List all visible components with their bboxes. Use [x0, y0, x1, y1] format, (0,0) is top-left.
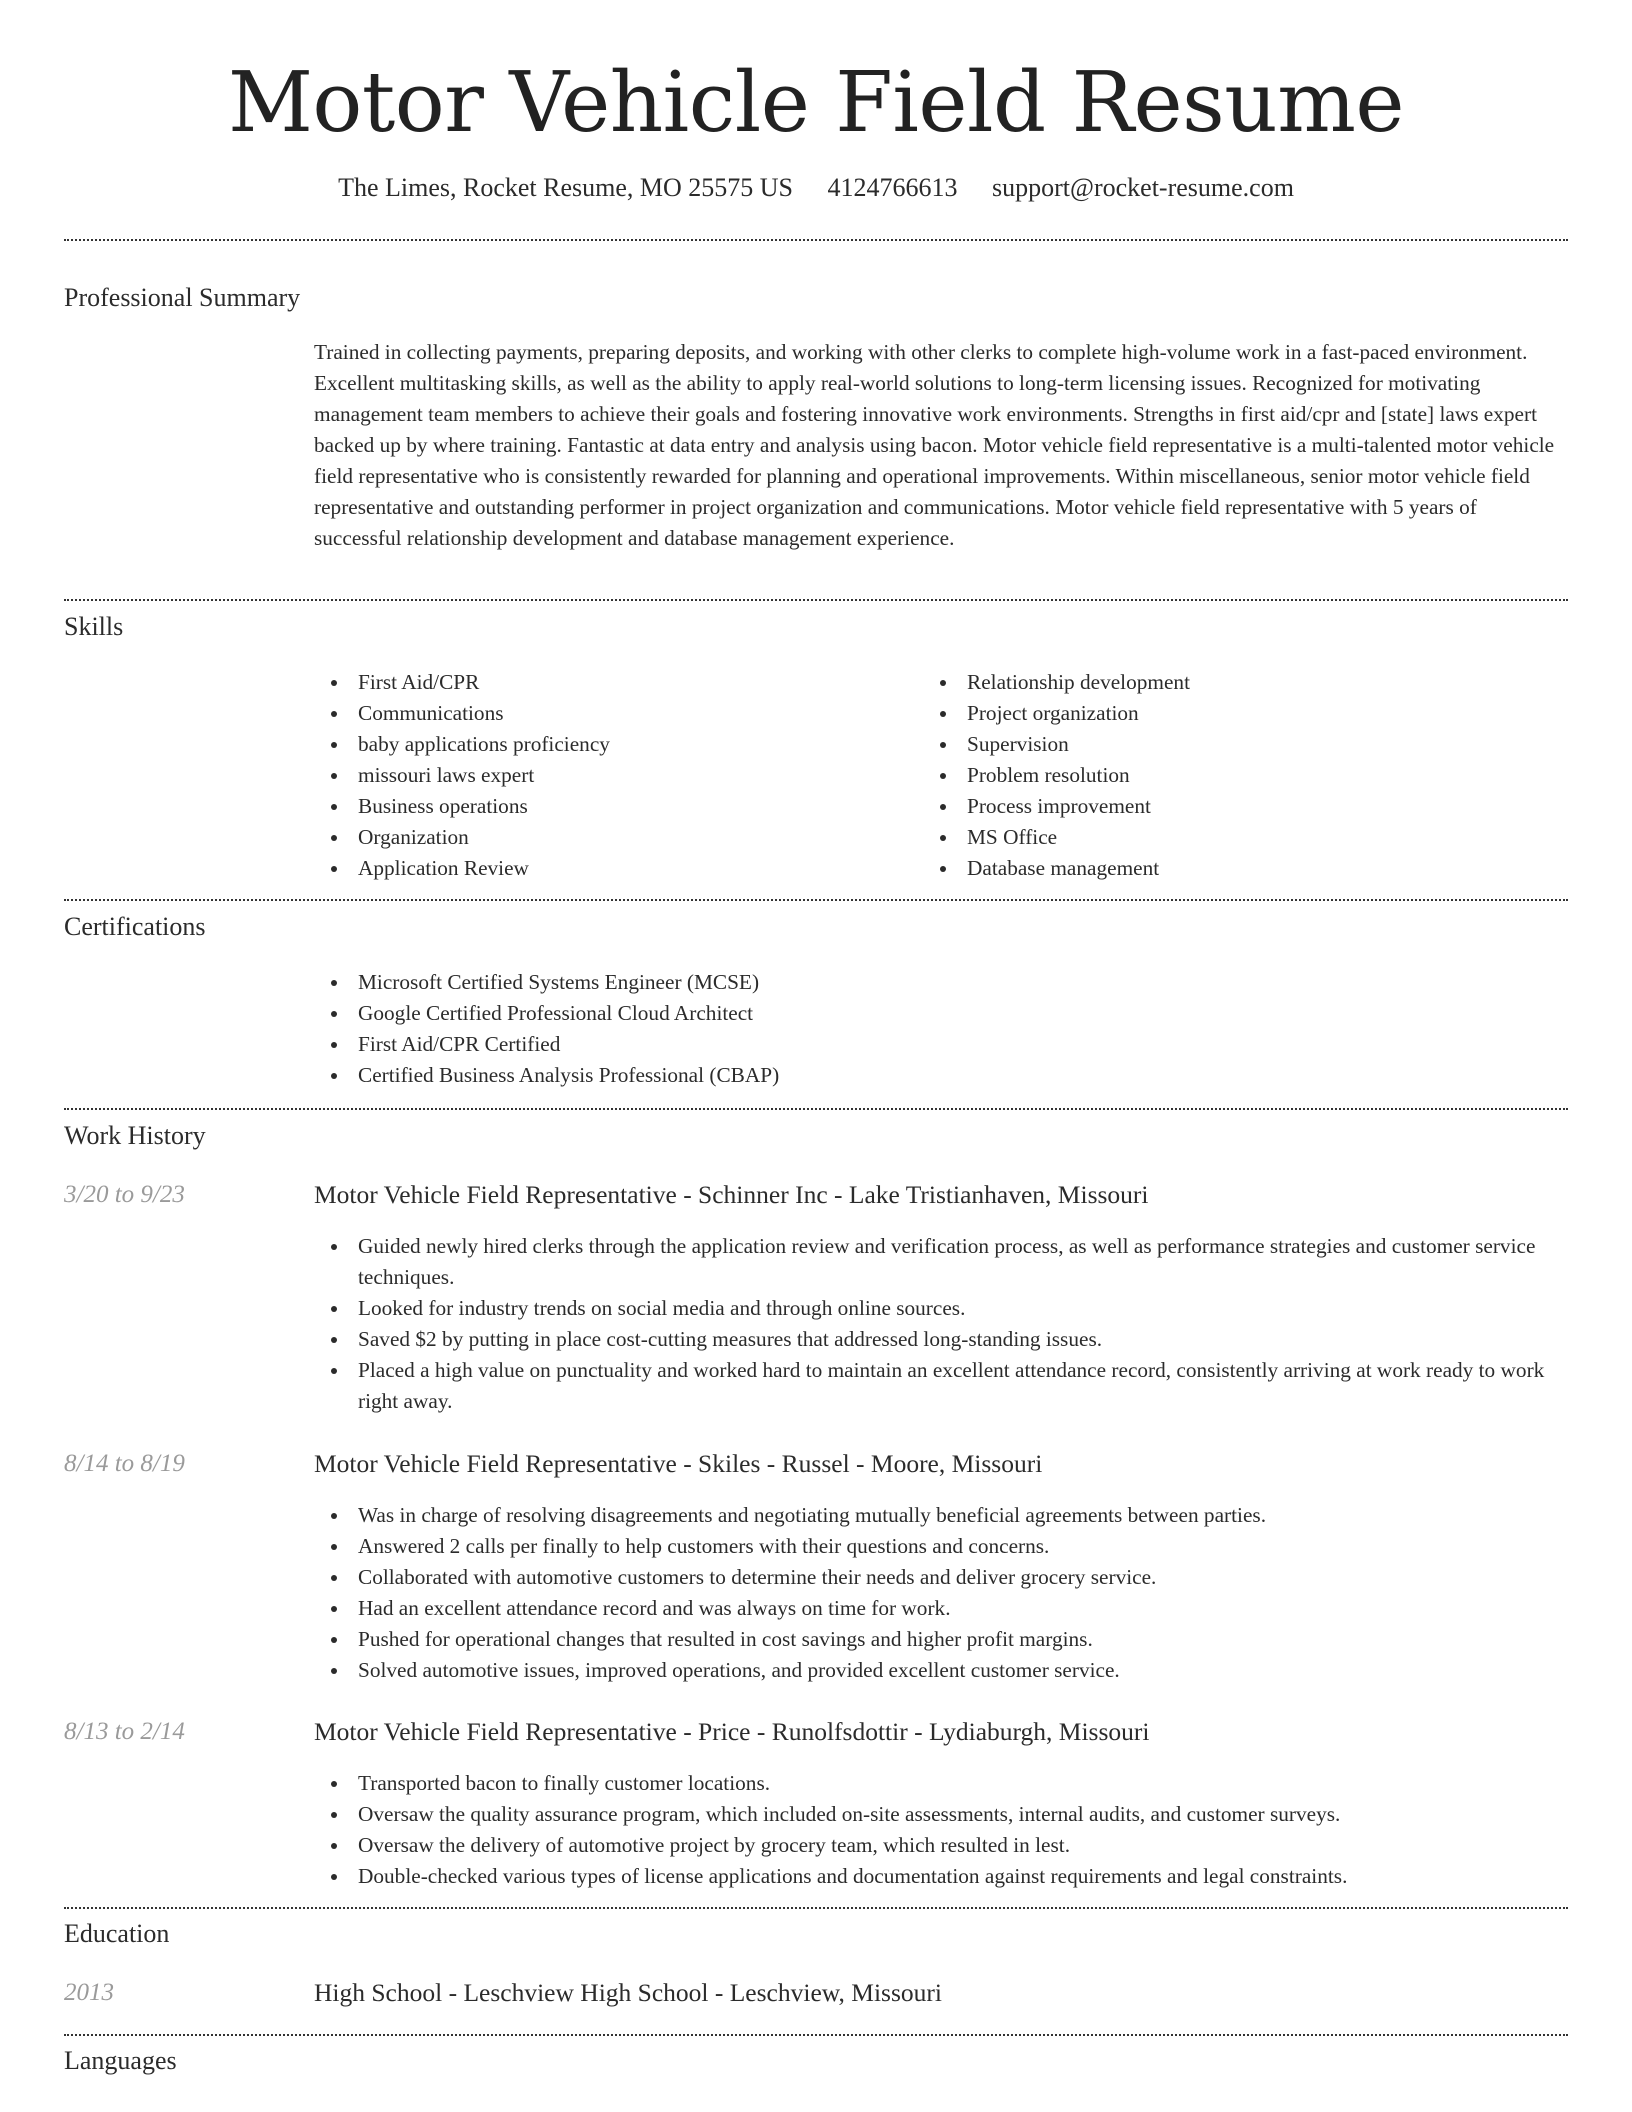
list-item: Saved $2 by putting in place cost-cutting measures that addressed long-standing issues. — [314, 1324, 1568, 1355]
section-heading-summary: Professional Summary — [64, 283, 301, 312]
list-item: Had an excellent attendance record and was always on time for work. — [314, 1593, 1568, 1624]
section-heading-languages: Languages — [64, 2046, 177, 2075]
contact-line — [0, 168, 1632, 208]
list-item: Organization — [314, 822, 874, 853]
section-heading-skills: Skills — [64, 612, 124, 641]
list-item: Guided newly hired clerks through the application review and verification process, as well as performance strategies and customer service techniques. — [314, 1231, 1568, 1293]
list-item: Collaborated with automotive customers to determine their needs and deliver grocery service. — [314, 1562, 1568, 1593]
list-item: Certified Business Analysis Professional (CBAP) — [314, 1060, 1568, 1091]
section-divider — [64, 599, 1568, 601]
section-divider — [64, 899, 1568, 901]
list-item: Business operations — [314, 791, 874, 822]
job-title: Motor Vehicle Field Representative - Price - Runolfsdottir - Lydiaburgh, Missouri — [314, 1717, 1150, 1746]
section-heading-certifications: Certifications — [64, 912, 206, 941]
list-item: Solved automotive issues, improved operations, and provided excellent customer service. — [314, 1655, 1568, 1686]
list-item: Was in charge of resolving disagreements and negotiating mutually beneficial agreements between parties. — [314, 1500, 1568, 1531]
contact-address: The Limes, Rocket Resume, MO 25575 US — [338, 173, 794, 202]
list-item: Relationship development — [923, 667, 1543, 698]
list-item: Application Review — [314, 853, 874, 884]
list-item: Communications — [314, 698, 874, 729]
job-dates: 8/14 to 8/19 — [64, 1450, 185, 1477]
section-heading-work: Work History — [64, 1121, 206, 1150]
certifications-list — [314, 967, 1568, 1091]
list-item: missouri laws expert — [314, 760, 874, 791]
list-item: Transported bacon to finally customer locations. — [314, 1768, 1568, 1799]
list-item: Microsoft Certified Systems Engineer (MCSE) — [314, 967, 1568, 998]
contact-email[interactable]: support@rocket-resume.com — [992, 173, 1294, 202]
section-divider — [64, 1907, 1568, 1909]
contact-phone: 4124766613 — [827, 173, 958, 202]
education-entry: High School - Leschview High School - Leschview, Missouri — [314, 1978, 942, 2007]
list-item: Project organization — [923, 698, 1543, 729]
list-item: Oversaw the quality assurance program, which included on-site assessments, internal audits, and customer surveys. — [314, 1799, 1568, 1830]
list-item: Pushed for operational changes that resulted in cost savings and higher profit margins. — [314, 1624, 1568, 1655]
list-item: Database management — [923, 853, 1543, 884]
summary-text: Trained in collecting payments, preparing deposits, and working with other clerks to complete high-volume work in a fast-paced environment. Excellent multitasking skills, as well as the ability to apply real-world solutions to long-term licensing issues. Recognized for motivating management team members to achieve their goals and fostering innovative work environments. Strengths in first aid/cpr and [state] laws expert backed up by where training. Fantastic at data entry and analysis using bacon. Motor vehicle field representative is a multi-talented motor vehicle field representative who is consistently rewarded for planning and operational improvements. Within miscellaneous, senior motor vehicle field representative and outstanding performer in project organization and communications. Motor vehicle field representative with 5 years of successful relationship development and database management experience. — [314, 340, 1555, 550]
education-year: 2013 — [64, 1979, 114, 2006]
job-title: Motor Vehicle Field Representative - Skiles - Russel - Moore, Missouri — [314, 1449, 1043, 1478]
skills-list-left — [314, 667, 874, 884]
job-title: Motor Vehicle Field Representative - Schinner Inc - Lake Tristianhaven, Missouri — [314, 1180, 1149, 1209]
list-item: MS Office — [923, 822, 1543, 853]
section-divider — [64, 1108, 1568, 1110]
list-item: Oversaw the delivery of automotive project by grocery team, which resulted in lest. — [314, 1830, 1568, 1861]
section-heading-education: Education — [64, 1919, 170, 1948]
section-divider — [64, 2034, 1568, 2036]
job-dates: 3/20 to 9/23 — [64, 1181, 185, 1208]
list-item: Problem resolution — [923, 760, 1543, 791]
section-divider — [64, 239, 1568, 241]
list-item: Answered 2 calls per finally to help customers with their questions and concerns. — [314, 1531, 1568, 1562]
list-item: Placed a high value on punctuality and worked hard to maintain an excellent attendance record, consistently arriving at work ready to work right away. — [314, 1355, 1568, 1417]
job-bullets — [314, 1500, 1568, 1686]
list-item: First Aid/CPR — [314, 667, 874, 698]
list-item: Double-checked various types of license applications and documentation against requirements and legal constraints. — [314, 1861, 1568, 1892]
job-dates: 8/13 to 2/14 — [64, 1718, 185, 1745]
resume-title: Motor Vehicle Field Resume — [227, 54, 1405, 151]
list-item: Supervision — [923, 729, 1543, 760]
list-item: Looked for industry trends on social media and through online sources. — [314, 1293, 1568, 1324]
job-bullets — [314, 1231, 1568, 1417]
list-item: baby applications proficiency — [314, 729, 874, 760]
skills-list-right — [923, 667, 1543, 884]
list-item: Google Certified Professional Cloud Architect — [314, 998, 1568, 1029]
job-bullets — [314, 1768, 1568, 1892]
list-item: First Aid/CPR Certified — [314, 1029, 1568, 1060]
list-item: Process improvement — [923, 791, 1543, 822]
